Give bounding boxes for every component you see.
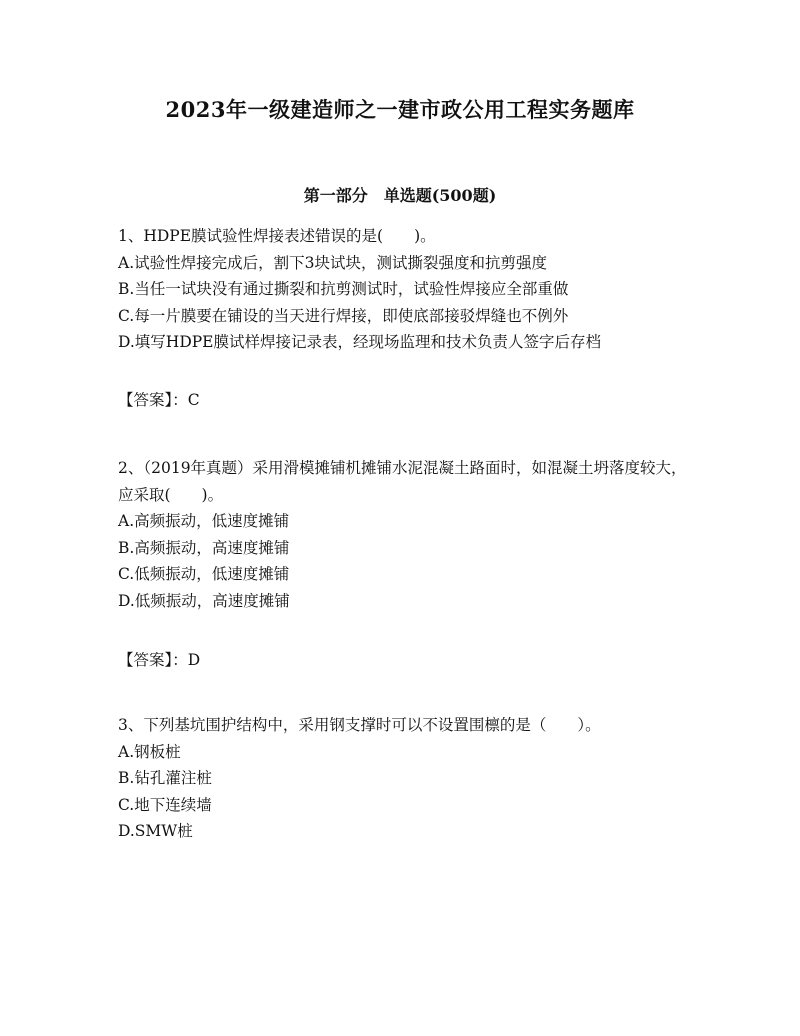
option-d: D.填写HDPE膜试样焊接记录表，经现场监理和技术负责人签字后存档 [118,333,601,351]
option-a: A.钢板桩 [118,742,181,761]
option-c: C.地下连续墙 [118,795,212,814]
option-a: A.试验性焊接完成后，割下3块试块，测试撕裂强度和抗剪强度 [118,253,547,272]
question-stem: 1、HDPE膜试验性焊接表述错误的是( )。 [118,227,436,245]
question-2 [118,455,690,614]
question-stem: 3、下列基坑围护结构中，采用钢支撑时可以不设置围檩的是（ ）。 [118,716,601,734]
document-title: 2023年一级建造师之一建市政公用工程实务题库 [165,97,635,122]
option-c: C.低频振动，低速度摊铺 [118,565,290,583]
option-c: C.每一片膜要在铺设的当天进行焊接，即使底部接驳焊缝也不例外 [118,306,569,325]
question-stem: 2、（2019年真题）采用滑模摊铺机摊铺水泥混凝土路面时，如混凝土坍落度较大，应采取( )。 [118,459,687,504]
option-b: B.当任一试块没有通过撕裂和抗剪测试时，试验性焊接应全部重做 [118,280,569,298]
answer-2: 【答案】：D [118,651,201,669]
option-d: D.SMW桩 [118,822,193,840]
option-a: A.高频振动，低速度摊铺 [118,512,290,530]
option-d: D.低频振动，高速度摊铺 [118,591,290,610]
question-3 [118,712,690,845]
question-1 [118,223,690,356]
option-b: B.高频振动，高速度摊铺 [118,538,290,557]
answer-1: 【答案】：C [118,391,200,409]
option-b: B.钻孔灌注桩 [118,769,212,787]
section-title: 第一部分 单选题(500题) [303,186,497,205]
